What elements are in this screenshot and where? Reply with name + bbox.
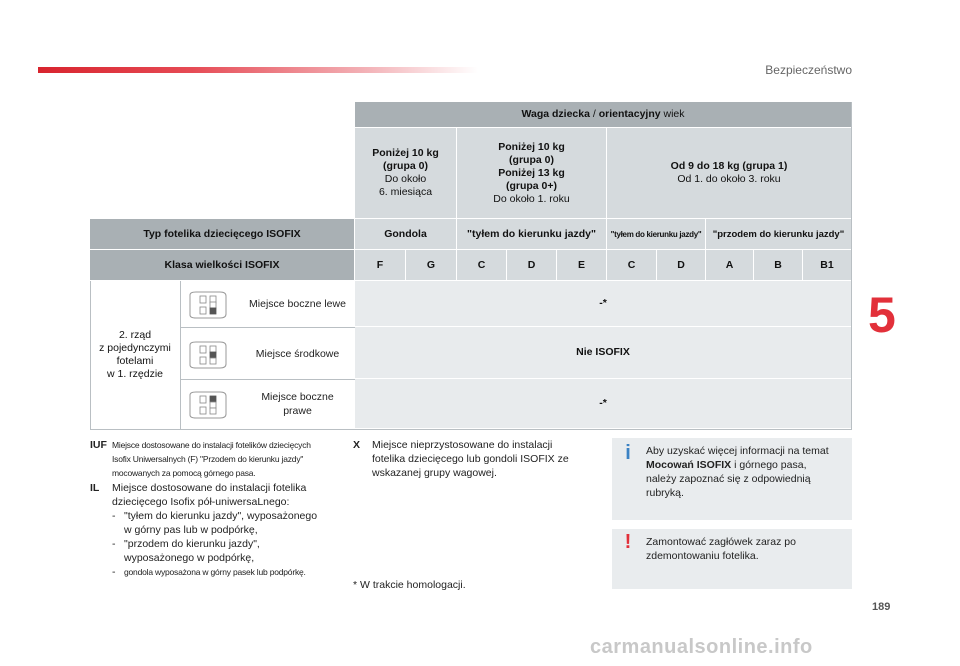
class-cell: D — [657, 250, 706, 281]
seat2-label: Miejsce środkowe — [255, 348, 340, 360]
class-cell: C — [607, 250, 657, 281]
table-border — [851, 102, 852, 430]
legend-key: X — [353, 439, 361, 451]
warning-box: ! Zamontować zagłówek zaraz po zdemontowaniu fotelika. — [612, 529, 852, 589]
seat3-value: -* — [355, 379, 852, 429]
table-border — [90, 429, 852, 430]
table-border — [90, 281, 91, 429]
legend-x: X Miejsce nieprzystosowane do instalacji fotelika dziecięcego lub gondoli ISOFIX ze wskazanej grupy wagowej. — [353, 439, 569, 479]
class-cell: F — [355, 250, 406, 281]
type-rear-facing-2: "tyłem do kierunku jazdy" — [607, 219, 706, 250]
page-number: 189 — [872, 601, 891, 613]
legend-key: IUF — [90, 439, 107, 451]
car-seat-center-icon — [188, 341, 228, 369]
legend-iuf: IUF Miejsce dostosowane do instalacji fotelików dziecięcych Isofix Uniwersalnych (F) "Przodem do kierunku jazdy" mocowanych za pomocą górnego pasa. — [90, 439, 311, 478]
car-seat-left-icon — [188, 291, 228, 319]
weight-col-group0: Poniżej 10 kg (grupa 0) Do około 6. miesiąca — [355, 128, 457, 219]
seat3-label: Miejsce boczne prawe — [261, 391, 334, 417]
class-cell: C — [457, 250, 507, 281]
homologation-note: * W trakcie homologacji. — [353, 579, 466, 591]
type-forward-facing: "przodem do kierunku jazdy" — [706, 219, 852, 250]
seat1-label: Miejsce boczne lewe — [249, 298, 346, 310]
type-label: Typ fotelika dziecięcego ISOFIX — [90, 219, 355, 250]
weight-header: Waga dziecka / orientacyjny wiek — [355, 102, 852, 128]
seat2-value: Nie ISOFIX — [355, 327, 852, 379]
class-cell: E — [557, 250, 607, 281]
info-box: i Aby uzyskać więcej informacji na temat Mocowań ISOFIX i górnego pasa, należy zapoznać się z odpowiednią rubryką. — [612, 438, 852, 520]
info-icon: i — [625, 442, 631, 464]
section-title: Bezpieczeństwo — [765, 63, 852, 77]
type-gondola: Gondola — [355, 219, 457, 250]
watermark: carmanualsonline.info — [590, 636, 813, 658]
table-border — [180, 281, 181, 429]
weight-col-group0plus: Poniżej 10 kg (grupa 0) Poniżej 13 kg (grupa 0+) Do około 1. roku — [457, 128, 607, 219]
class-cell: B — [754, 250, 803, 281]
class-label: Klasa wielkości ISOFIX — [90, 250, 355, 281]
legend-key: IL — [90, 482, 100, 494]
chapter-number: 5 — [868, 287, 896, 343]
table-border — [180, 379, 355, 380]
row-group-label: 2. rząd z pojedynczymi fotelami w 1. rzędzie — [90, 281, 180, 429]
header-accent-bar — [38, 67, 478, 73]
weight-col-group1: Od 9 do 18 kg (grupa 1) Od 1. do około 3. roku — [607, 128, 852, 219]
class-cell: A — [706, 250, 754, 281]
class-cell: B1 — [803, 250, 852, 281]
warning-icon: ! — [624, 531, 632, 553]
class-cell: G — [406, 250, 457, 281]
type-rear-facing-1: "tyłem do kierunku jazdy" — [457, 219, 607, 250]
seat1-value: -* — [355, 281, 852, 327]
table-border — [180, 327, 355, 328]
class-cell: D — [507, 250, 557, 281]
legend-il: IL Miejsce dostosowane do instalacji fotelika dziecięcego Isofix pół-uniwersaLnego: - "tyłem do kierunku jazdy", wyposażonego w górny pas lub w podpórkę, - "przodem do kierunku jazdy", wyposażonego w podpórkę, - gondola wyposażona w górny pasek lub podpórkę. — [90, 482, 318, 578]
car-seat-right-icon — [188, 391, 228, 419]
